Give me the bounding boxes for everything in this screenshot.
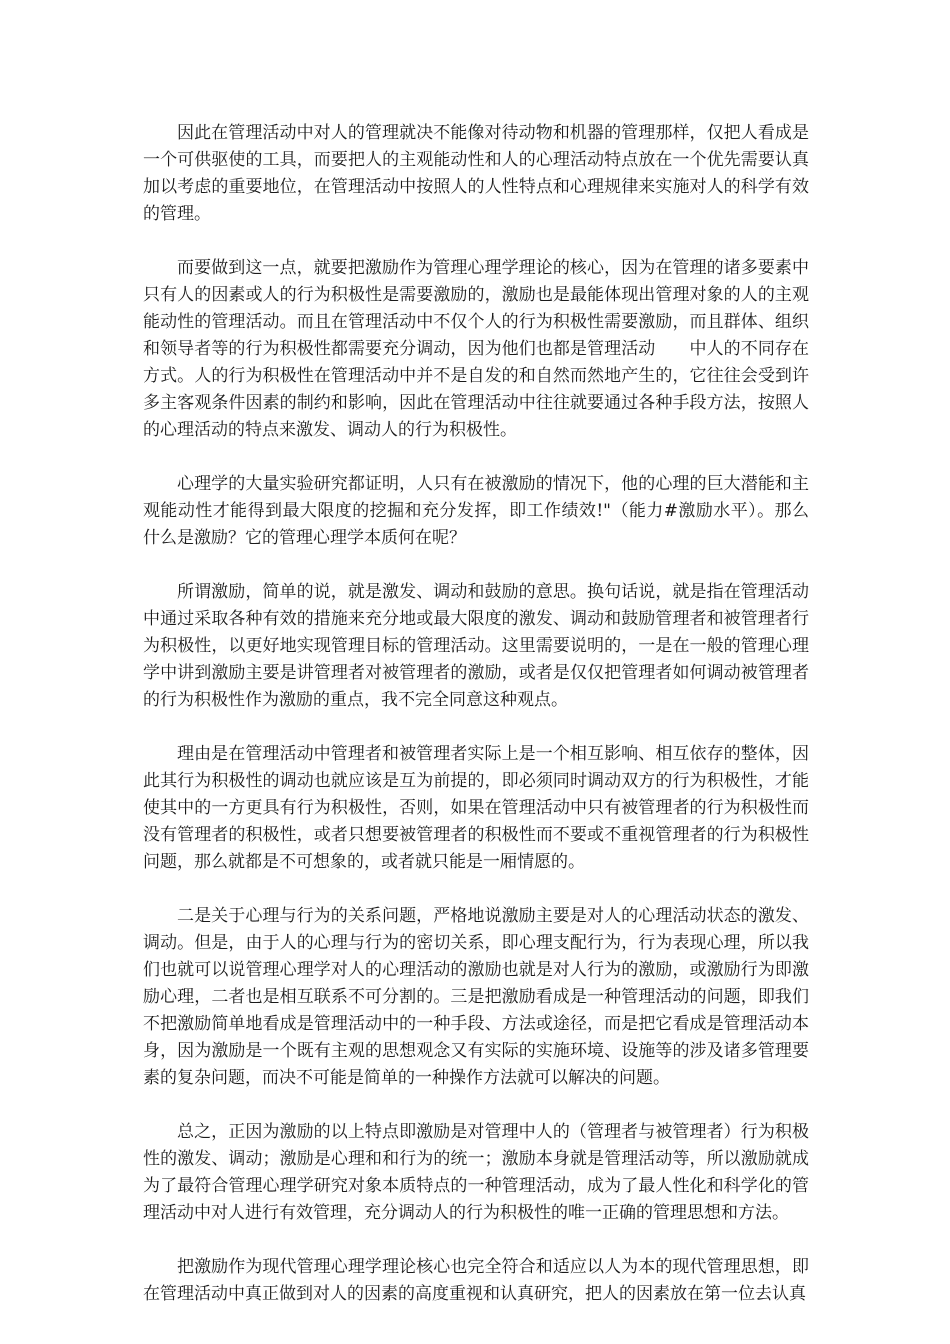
paragraph: 把激励作为现代管理心理学理论核心也完全符合和适应以人为本的现代管理思想，即在管理活动中真正做到对人的因素的高度重视和认真研究，把人的因素放在第一位去认真 — [143, 1257, 809, 1304]
paragraph: 所谓激励，简单的说，就是激发、调动和鼓励的意思。换句话说，就是指在管理活动中通过采取各种有效的措施来充分地或最大限度的激发、调动和鼓励管理者和被管理者行为积极性，以更好地实现管理目标的管理活动。这里需要说明的，一是在一般的管理心理学中讲到激励主要是讲管理者对被管理者的激励，或者是仅仅把管理者如何调动被管理者的行为积极性作为激励的重点，我不完全同意这种观点。 — [143, 582, 809, 710]
paragraph: 心理学的大量实验研究都证明，人只有在被激励的情况下，他的心理的巨大潜能和主观能动性才能得到最大限度的挖掘和充分发挥，即工作绩效!"（能力#激励水平）。那么什么是激励？它的管理心理学本质何在呢？ — [143, 474, 809, 548]
paragraph: 理由是在管理活动中管理者和被管理者实际上是一个相互影响、相互依存的整体，因此其行为积极性的调动也就应该是互为前提的，即必须同时调动双方的行为积极性，才能使其中的一方更具有行为积极性，否则，如果在管理活动中只有被管理者的行为积极性而没有管理者的积极性，或者只想要被管理者的积极性而不要或不重视管理者的行为积极性问题，那么就都是不可想象的，或者就只能是一厢情愿的。 — [143, 744, 809, 872]
paragraph: 总之，正因为激励的以上特点即激励是对管理中人的（管理者与被管理者）行为积极性的激发、调动；激励是心理和和行为的统一；激励本身就是管理活动等，所以激励就成为了最符合管理心理学研究对象本质特点的一种管理活动，成为了最人性化和科学化的管理活动中对人进行有效管理，充分调动人的行为积极性的唯一正确的管理思想和方法。 — [143, 1122, 809, 1223]
paragraph: 而要做到这一点，就要把激励作为管理心理学理论的核心，因为在管理的诸多要素中只有人的因素或人的行为积极性是需要激励的，激励也是最能体现出管理对象的人的主观能动性的管理活动。而且在管理活动中不仅个人的行为积极性需要激励，而且群体、组织和领导者等的行为积极性都需要充分调动，因为他们也都是管理活动 中人的不同存在方式。人的行为积极性在管理活动中并不是自发的和自然而然地产生的，它往往会受到许多主客观条件因素的制约和影响，因此在管理活动中往往就要通过各种手段方法，按照人的心理活动的特点来激发、调动人的行为积极性。 — [143, 258, 809, 440]
document-body — [143, 120, 809, 1335]
paragraph: 二是关于心理与行为的关系问题，严格地说激励主要是对人的心理活动状态的激发、调动。但是，由于人的心理与行为的密切关系，即心理支配行为，行为表现心理，所以我们也就可以说管理心理学对人的心理活动的激励也就是对人行为的激励，或激励行为即激励心理，二者也是相互联系不可分割的。三是把激励看成是一种管理活动的问题，即我们不把激励简单地看成是管理活动中的一种手段、方法或途径，而是把它看成是管理活动本身，因为激励是一个既有主观的思想观念又有实际的实施环境、设施等的涉及诸多管理要素的复杂问题，而决不可能是简单的一种操作方法就可以解决的问题。 — [143, 906, 809, 1088]
paragraph: 因此在管理活动中对人的管理就决不能像对待动物和机器的管理那样，仅把人看成是一个可供驱使的工具，而要把人的主观能动性和人的心理活动特点放在一个优先需要认真加以考虑的重要地位，在管理活动中按照人的人性特点和心理规律来实施对人的科学有效的管理。 — [143, 123, 809, 224]
